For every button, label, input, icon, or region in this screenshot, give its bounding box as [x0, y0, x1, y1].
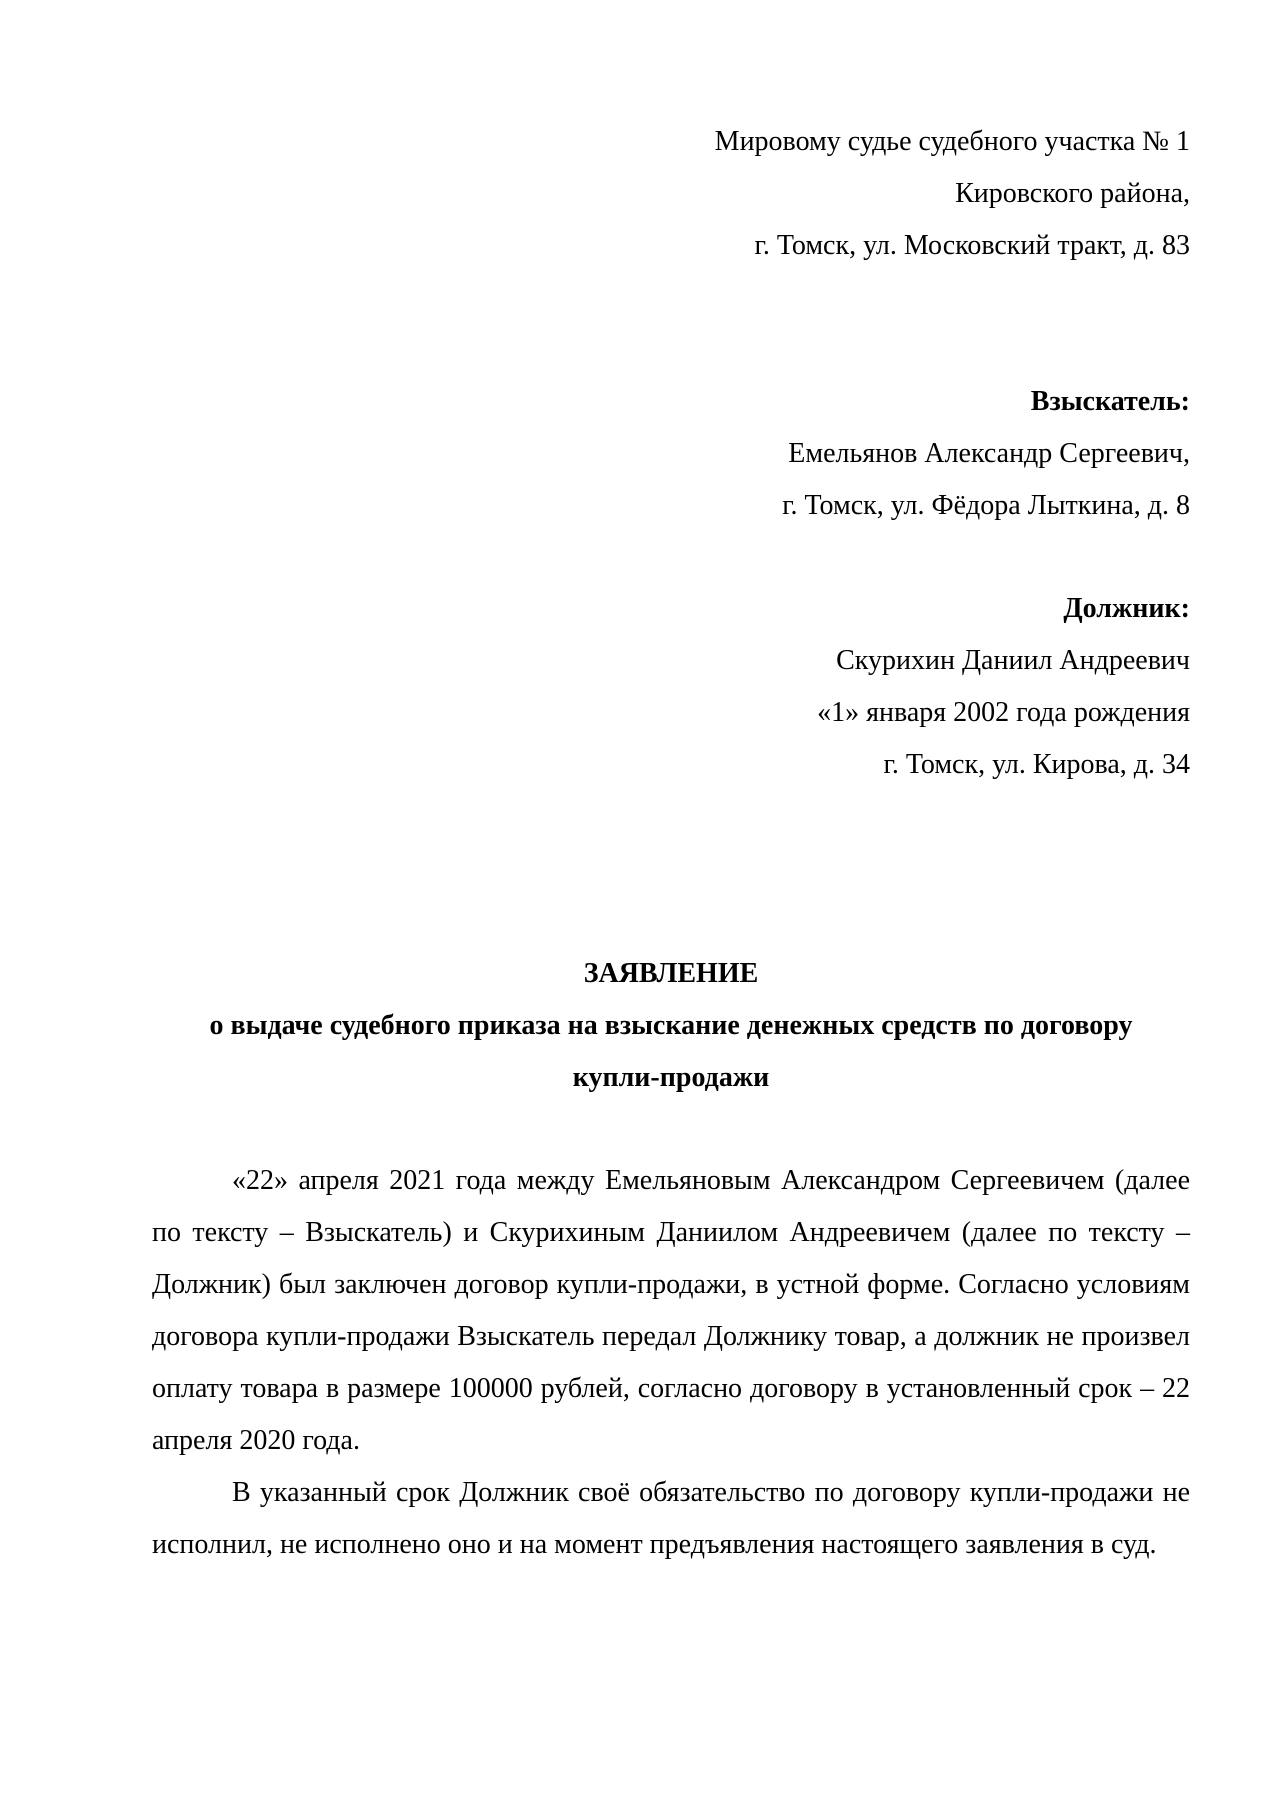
claimant-name: Емельянов Александр Сергеевич, — [788, 438, 1190, 469]
claimant-label: Взыскатель: — [1030, 386, 1190, 417]
claimant-address: г. Томск, ул. Фёдора Лыткина, д. 8 — [782, 490, 1190, 521]
debtor-birth: «1» января 2002 года рождения — [817, 697, 1190, 728]
document-subtitle-line1: о выдаче судебного приказа на взыскание денежных средств по договору — [209, 1010, 1133, 1041]
debtor-address: г. Томск, ул. Кирова, д. 34 — [883, 749, 1190, 780]
claimant-block — [782, 376, 1190, 532]
document-body — [152, 1155, 1190, 1571]
debtor-label: Должник: — [1063, 593, 1190, 624]
debtor-name: Скурихин Даниил Андреевич — [836, 645, 1190, 676]
document-title-block — [152, 948, 1190, 1104]
debtor-block — [817, 583, 1190, 791]
body-paragraph-2: В указанный срок Должник своё обязательство по договору купли-продажи не исполнил, не исполнено оно и на момент предъявления настоящего заявления в суд. — [152, 1477, 1190, 1560]
court-address-line: г. Томск, ул. Московский тракт, д. 83 — [754, 230, 1190, 261]
document-title: ЗАЯВЛЕНИЕ — [583, 958, 759, 989]
body-paragraph-1: «22» апреля 2021 года между Емельяновым Александром Сергеевичем (далее по тексту – Взыскатель) и Скурихиным Даниилом Андреевичем (далее по тексту – Должник) был заключен договор купли-продажи, в устной форме. Согласно условиям договора купли-продажи Взыскатель передал Должнику товар, а должник не произвел оплату товара в размере 100000 рублей, согласно договору в установленный срок – 22 апреля 2020 года. — [152, 1165, 1190, 1456]
court-name-line: Мировому судье судебного участка № 1 — [714, 126, 1190, 157]
document-subtitle-line2: купли-продажи — [572, 1062, 770, 1093]
court-addressee-block — [715, 116, 1190, 272]
court-district-line: Кировского района, — [955, 178, 1190, 209]
